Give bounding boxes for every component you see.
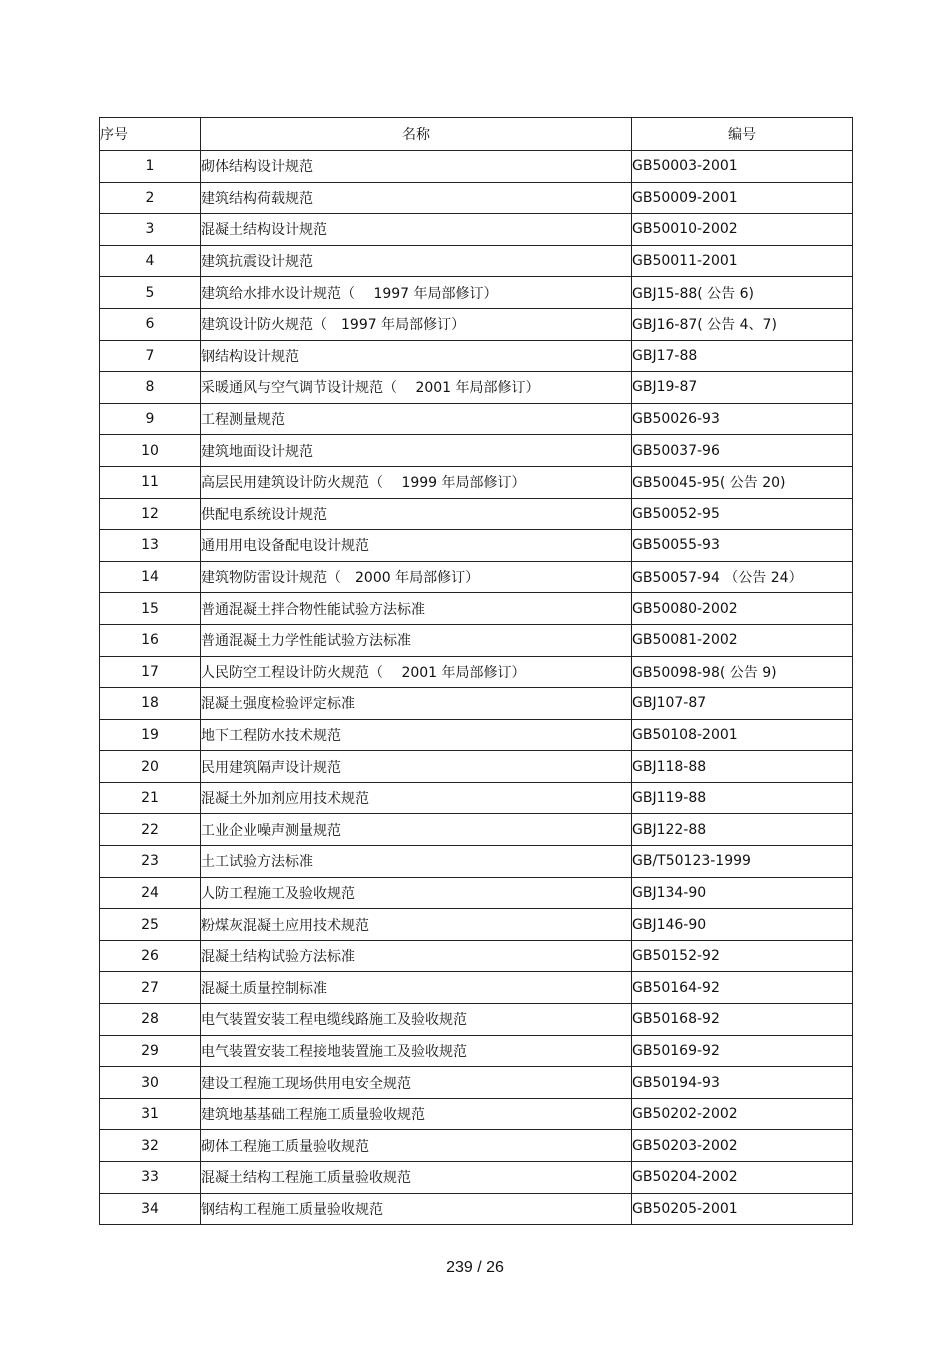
table-row [100,1067,853,1099]
row-number: 14 [100,561,201,593]
table-row [100,688,853,720]
table-row [100,466,853,498]
row-code: GB50045-95( 公告 20) [632,466,853,498]
row-number: 25 [100,909,201,941]
row-code: GB50203-2002 [632,1130,853,1162]
row-name: 建筑物防雷设计规范（ 2000 年局部修订） [201,561,632,593]
row-code: GBJ146-90 [632,909,853,941]
row-number: 1 [100,151,201,183]
row-number: 15 [100,593,201,625]
row-name: 混凝土质量控制标准 [201,972,632,1004]
row-name: 土工试验方法标准 [201,846,632,878]
row-number: 16 [100,624,201,656]
row-name: 电气装置安装工程接地装置施工及验收规范 [201,1035,632,1067]
table-row [100,593,853,625]
table-row [100,1162,853,1194]
row-code: GBJ122-88 [632,814,853,846]
table-row [100,782,853,814]
row-code: GBJ107-87 [632,688,853,720]
row-name: 供配电系统设计规范 [201,498,632,530]
header-name: 名称 [201,118,632,151]
table-row [100,340,853,372]
page-number: 239 / 26 [446,1259,504,1276]
row-number: 30 [100,1067,201,1099]
row-name: 建设工程施工现场供用电安全规范 [201,1067,632,1099]
row-number: 27 [100,972,201,1004]
header-code: 编号 [632,118,853,151]
row-name: 地下工程防水技术规范 [201,719,632,751]
table-row [100,814,853,846]
row-name: 混凝土结构设计规范 [201,214,632,246]
row-code: GB50010-2002 [632,214,853,246]
row-name: 建筑地面设计规范 [201,435,632,467]
table-row [100,214,853,246]
header-number: 序号 [100,118,201,151]
row-number: 34 [100,1193,201,1225]
row-number: 12 [100,498,201,530]
row-code: GB50011-2001 [632,245,853,277]
row-name: 粉煤灰混凝土应用技术规范 [201,909,632,941]
table-row [100,308,853,340]
table-row [100,530,853,562]
table-row [100,846,853,878]
row-code: GB50037-96 [632,435,853,467]
row-number: 22 [100,814,201,846]
row-code: GBJ118-88 [632,751,853,783]
table-row [100,561,853,593]
row-name: 砌体结构设计规范 [201,151,632,183]
row-code: GB50081-2002 [632,624,853,656]
table-row [100,1098,853,1130]
row-code: GB50204-2002 [632,1162,853,1194]
table-row [100,403,853,435]
table-row [100,182,853,214]
row-name: 钢结构设计规范 [201,340,632,372]
row-name: 人民防空工程设计防火规范（ 2001 年局部修订） [201,656,632,688]
row-number: 7 [100,340,201,372]
row-number: 8 [100,372,201,404]
row-code: GB50202-2002 [632,1098,853,1130]
row-code: GB50164-92 [632,972,853,1004]
row-number: 13 [100,530,201,562]
row-number: 17 [100,656,201,688]
row-name: 采暖通风与空气调节设计规范（ 2001 年局部修订） [201,372,632,404]
table-body [100,151,853,1225]
table-row [100,877,853,909]
row-name: 建筑地基基础工程施工质量验收规范 [201,1098,632,1130]
row-number: 31 [100,1098,201,1130]
row-code: GB50098-98( 公告 9) [632,656,853,688]
row-number: 24 [100,877,201,909]
row-code: GBJ19-87 [632,372,853,404]
row-code: GBJ16-87( 公告 4、7) [632,308,853,340]
row-code: GB50052-95 [632,498,853,530]
row-code: GBJ15-88( 公告 6) [632,277,853,309]
table-row [100,972,853,1004]
row-number: 20 [100,751,201,783]
row-number: 11 [100,466,201,498]
row-number: 21 [100,782,201,814]
row-name: 建筑结构荷载规范 [201,182,632,214]
row-number: 28 [100,1004,201,1036]
row-name: 砌体工程施工质量验收规范 [201,1130,632,1162]
row-name: 普通混凝土拌合物性能试验方法标准 [201,593,632,625]
row-code: GB50057-94 （公告 24） [632,561,853,593]
row-name: 混凝土外加剂应用技术规范 [201,782,632,814]
row-code: GB50055-93 [632,530,853,562]
row-number: 19 [100,719,201,751]
row-code: GB50108-2001 [632,719,853,751]
row-code: GB50194-93 [632,1067,853,1099]
row-code: GB50152-92 [632,940,853,972]
table-row [100,372,853,404]
row-number: 33 [100,1162,201,1194]
row-name: 高层民用建筑设计防火规范（ 1999 年局部修订） [201,466,632,498]
row-name: 混凝土强度检验评定标准 [201,688,632,720]
row-code: GB50205-2001 [632,1193,853,1225]
row-number: 32 [100,1130,201,1162]
table-row [100,909,853,941]
row-number: 6 [100,308,201,340]
table-row [100,1004,853,1036]
table-row [100,1193,853,1225]
row-name: 工业企业噪声测量规范 [201,814,632,846]
row-name: 建筑设计防火规范（ 1997 年局部修订） [201,308,632,340]
row-name: 建筑抗震设计规范 [201,245,632,277]
row-code: GB50009-2001 [632,182,853,214]
row-code: GB50003-2001 [632,151,853,183]
row-number: 9 [100,403,201,435]
table-header-row [100,118,853,151]
row-name: 人防工程施工及验收规范 [201,877,632,909]
table-row [100,435,853,467]
table-row [100,277,853,309]
row-name: 普通混凝土力学性能试验方法标准 [201,624,632,656]
row-name: 电气装置安装工程电缆线路施工及验收规范 [201,1004,632,1036]
table-row [100,656,853,688]
table-row [100,1130,853,1162]
row-code: GB/T50123-1999 [632,846,853,878]
standards-table [99,117,853,1225]
row-number: 3 [100,214,201,246]
row-number: 4 [100,245,201,277]
table-row [100,151,853,183]
row-code: GB50026-93 [632,403,853,435]
row-code: GB50080-2002 [632,593,853,625]
row-number: 23 [100,846,201,878]
row-code: GB50168-92 [632,1004,853,1036]
table-row [100,940,853,972]
row-number: 26 [100,940,201,972]
row-code: GB50169-92 [632,1035,853,1067]
row-name: 工程测量规范 [201,403,632,435]
row-name: 通用用电设备配电设计规范 [201,530,632,562]
row-number: 29 [100,1035,201,1067]
row-name: 建筑给水排水设计规范（ 1997 年局部修订） [201,277,632,309]
row-name: 混凝土结构工程施工质量验收规范 [201,1162,632,1194]
table-row [100,751,853,783]
row-number: 2 [100,182,201,214]
table-row [100,498,853,530]
table-row [100,245,853,277]
row-name: 钢结构工程施工质量验收规范 [201,1193,632,1225]
row-name: 民用建筑隔声设计规范 [201,751,632,783]
table-row [100,624,853,656]
row-number: 5 [100,277,201,309]
row-code: GBJ134-90 [632,877,853,909]
row-code: GBJ17-88 [632,340,853,372]
row-code: GBJ119-88 [632,782,853,814]
row-number: 10 [100,435,201,467]
table-row [100,719,853,751]
row-name: 混凝土结构试验方法标准 [201,940,632,972]
row-number: 18 [100,688,201,720]
table-row [100,1035,853,1067]
